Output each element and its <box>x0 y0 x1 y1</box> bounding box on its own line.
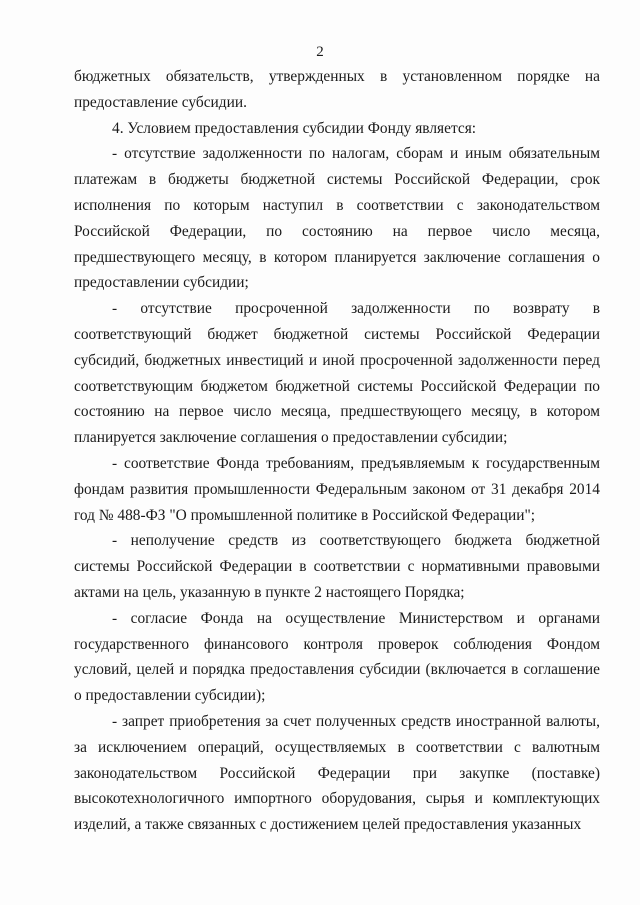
paragraph-consent: - согласие Фонда на осуществление Министерством и органами государственного финансового контроля проверок соблюдения Фондом условий, целей и порядка предоставления субсидии (включается в соглашение о предоставлении субсидии); <box>74 609 600 705</box>
paragraph-clause-4: 4. Условием предоставления субсидии Фонду является: <box>112 119 477 137</box>
document-body <box>74 64 600 838</box>
paragraph-tax-debt: - отсутствие задолженности по налогам, сборам и иным обязательным платежам в бюджеты бюджетной системы Российской Федерации, срок исполнения по которым наступил в соответствии с законодательством Российской Федерации, по состоянию на первое число месяца, предшествующего месяцу, в котором планируется заключение соглашения о предоставлении субсидии; <box>74 145 600 292</box>
paragraph-overdue-debt: - отсутствие просроченной задолженности по возврату в соответствующий бюджет бюджетной системы Российской Федерации субсидий, бюджетных инвестиций и иной просроченной задолженности перед соответствующим бюджетом бюджетной системы Российской Федерации по состоянию на первое число месяца, предшествующего месяцу, в котором планируется заключение соглашения о предоставлении субсидии; <box>74 300 600 447</box>
page-number: 2 <box>316 44 324 60</box>
paragraph-non-receipt: - неполучение средств из соответствующего бюджета бюджетной системы Российской Федерации в соответствии с нормативными правовыми актами на цель, указанную в пункте 2 настоящего Порядка; <box>74 532 600 601</box>
paragraph-continuation: бюджетных обязательств, утвержденных в установленном порядке на предоставление субсидии. <box>74 68 600 111</box>
paragraph-currency-ban: - запрет приобретения за счет полученных средств иностранной валюты, за исключением операций, осуществляемых в соответствии с валютным законодательством Российской Федерации при закупке (поставке) высокотехнологичного импортного оборудования, сырья и комплектующих изделий, а также связанных с достижением целей предоставления указанных <box>74 712 600 834</box>
paragraph-compliance: - соответствие Фонда требованиям, предъявляемым к государственным фондам развития промышленности Федеральным законом от 31 декабря 2014 год № 488-ФЗ "О промышленной политике в Российской Федерации"; <box>74 454 600 524</box>
